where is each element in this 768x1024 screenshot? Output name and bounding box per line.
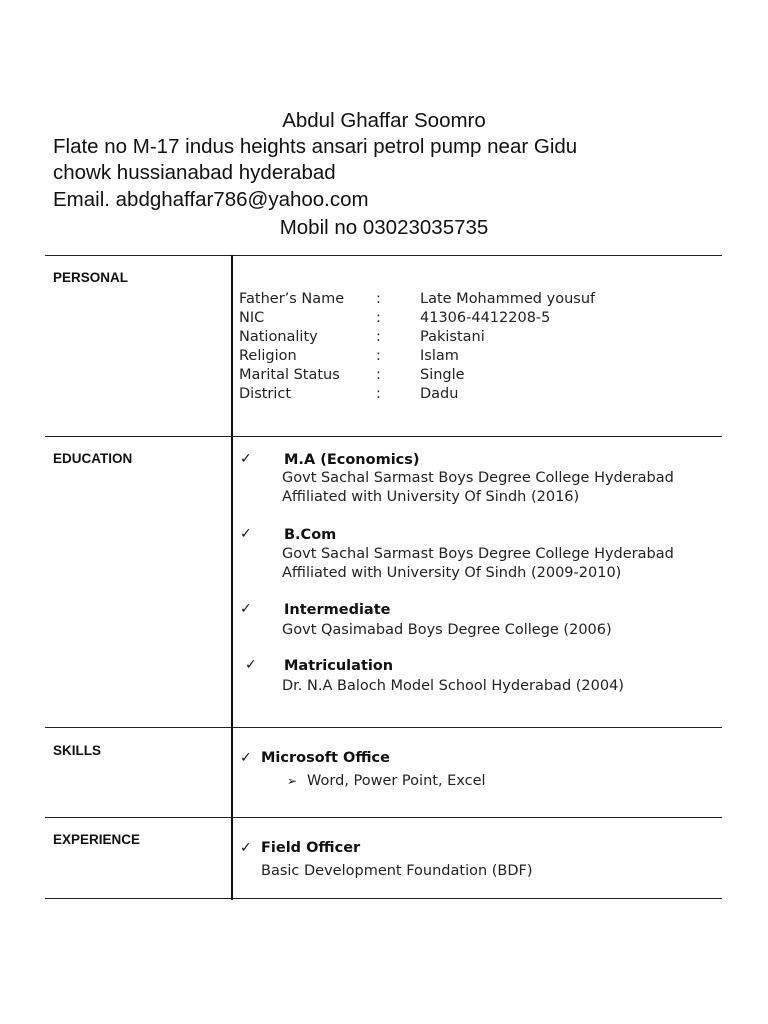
arrow-bullet-icon: ➢ <box>287 774 298 788</box>
address-line-1: Flate no M-17 indus heights ansari petrol pump near Gidu <box>53 135 578 158</box>
degree-title: M.A (Economics) <box>284 452 420 468</box>
checkmark-icon: ✓ <box>240 601 252 617</box>
field-key: Nationality <box>239 329 318 345</box>
field-value: Dadu <box>420 386 459 402</box>
degree-title: Matriculation <box>284 658 394 674</box>
field-separator: : <box>376 348 381 364</box>
field-separator: : <box>376 310 381 326</box>
institution-line: Dr. N.A Baloch Model School Hyderabad (2004) <box>282 678 624 694</box>
checkmark-icon: ✓ <box>240 750 252 766</box>
field-key: Marital Status <box>239 367 340 383</box>
address-line-2: chowk hussianabad hyderabad <box>53 161 336 184</box>
field-key: Father’s Name <box>239 291 345 307</box>
field-separator: : <box>376 329 381 345</box>
skill-details: Word, Power Point, Excel <box>307 773 486 789</box>
field-separator: : <box>376 291 381 307</box>
field-key: Religion <box>239 348 297 364</box>
table-bottom-border <box>45 898 722 899</box>
checkmark-icon: ✓ <box>245 657 257 673</box>
field-key: NIC <box>239 310 265 326</box>
degree-title: Intermediate <box>284 602 391 618</box>
section-label-skills: SKILLS <box>53 743 102 758</box>
checkmark-icon: ✓ <box>240 451 252 467</box>
section-label-personal: PERSONAL <box>53 270 129 285</box>
column-divider <box>231 255 233 900</box>
skills-bottom-border <box>45 817 722 818</box>
field-value: Single <box>420 367 465 383</box>
field-value: Pakistani <box>420 329 485 345</box>
affiliation-line: Affiliated with University Of Sindh (2009-2010) <box>282 565 622 581</box>
applicant-name: Abdul Ghaffar Soomro <box>282 109 486 132</box>
section-label-experience: EXPERIENCE <box>53 832 141 847</box>
field-separator: : <box>376 367 381 383</box>
field-separator: : <box>376 386 381 402</box>
field-key: District <box>239 386 292 402</box>
skill-title: Microsoft Office <box>261 750 390 766</box>
email-line: Email. abdghaffar786@yahoo.com <box>53 188 369 211</box>
institution-line: Govt Sachal Sarmast Boys Degree College Hyderabad <box>282 546 674 562</box>
field-value: 41306-4412208-5 <box>420 310 551 326</box>
mobile-line: Mobil no 03023035735 <box>279 216 489 239</box>
institution-line: Govt Qasimabad Boys Degree College (2006) <box>282 622 612 638</box>
checkmark-icon: ✓ <box>240 840 252 856</box>
job-title: Field Officer <box>261 840 361 856</box>
institution-line: Govt Sachal Sarmast Boys Degree College Hyderabad <box>282 470 674 486</box>
degree-title: B.Com <box>284 527 337 543</box>
affiliation-line: Affiliated with University Of Sindh (2016) <box>282 489 580 505</box>
field-value: Islam <box>420 348 459 364</box>
education-bottom-border <box>45 727 722 728</box>
organization-name: Basic Development Foundation (BDF) <box>261 863 533 879</box>
section-label-education: EDUCATION <box>53 451 133 466</box>
personal-bottom-border <box>45 436 722 437</box>
field-value: Late Mohammed yousuf <box>420 291 596 307</box>
table-top-border <box>45 255 722 256</box>
checkmark-icon: ✓ <box>240 526 252 542</box>
